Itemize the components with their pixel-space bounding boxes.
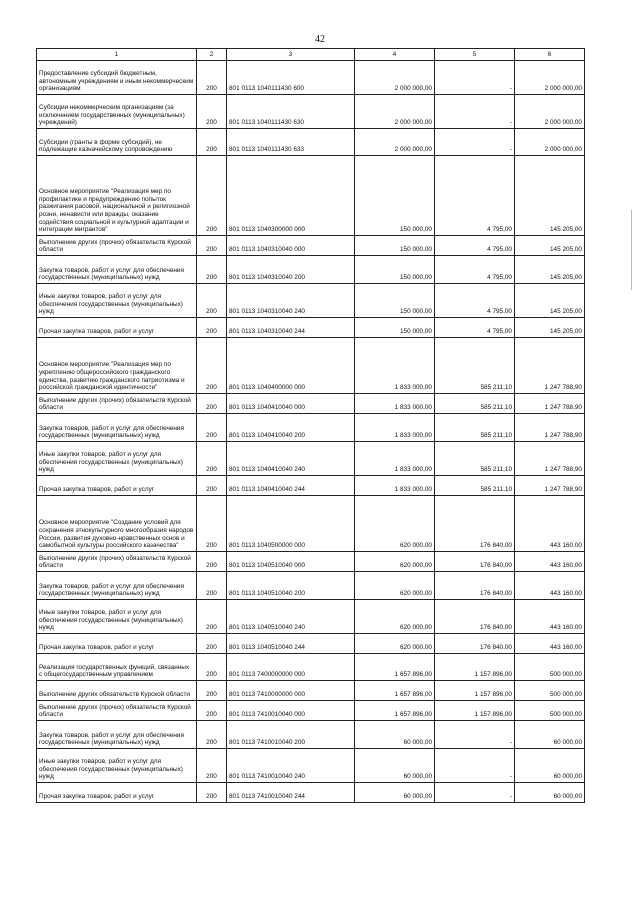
classification-code: 801 0113 7400000000 000 bbox=[227, 654, 355, 681]
column-4-value: 1 833 000,00 bbox=[355, 338, 435, 394]
column-6-value: 145 205,00 bbox=[515, 318, 585, 338]
classification-code: 801 0113 7410010040 240 bbox=[227, 749, 355, 783]
column-6-value: 500 000,00 bbox=[515, 681, 585, 701]
column-header-2: 2 bbox=[197, 49, 227, 61]
column-2-value: 200 bbox=[197, 256, 227, 284]
column-2-value: 200 bbox=[197, 61, 227, 95]
budget-table bbox=[36, 48, 585, 803]
header-row bbox=[37, 49, 585, 61]
column-6-value: 443 160,00 bbox=[515, 496, 585, 552]
column-2-value: 200 bbox=[197, 634, 227, 654]
classification-code: 801 0113 1040410040 000 bbox=[227, 394, 355, 414]
item-name: Субсидии некоммерческим организациям (за исключением государственных (муниципальных) учреждений) bbox=[37, 95, 197, 129]
table-row bbox=[37, 414, 585, 442]
classification-code: 801 0113 1040400000 000 bbox=[227, 338, 355, 394]
column-6-value: 1 247 788,90 bbox=[515, 476, 585, 496]
column-2-value: 200 bbox=[197, 414, 227, 442]
classification-code: 801 0113 1040500000 000 bbox=[227, 496, 355, 552]
column-4-value: 2 000 000,00 bbox=[355, 129, 435, 156]
column-6-value: 443 160,00 bbox=[515, 552, 585, 572]
column-5-value: - bbox=[435, 749, 515, 783]
column-5-value: 585 211,10 bbox=[435, 394, 515, 414]
column-header-1: 1 bbox=[37, 49, 197, 61]
column-4-value: 2 000 000,00 bbox=[355, 61, 435, 95]
column-4-value: 150 000,00 bbox=[355, 284, 435, 318]
item-name: Выполнение других (прочих) обязательств Курской области bbox=[37, 236, 197, 256]
column-2-value: 200 bbox=[197, 749, 227, 783]
column-2-value: 200 bbox=[197, 552, 227, 572]
column-4-value: 1 833 000,00 bbox=[355, 476, 435, 496]
column-2-value: 200 bbox=[197, 95, 227, 129]
column-4-value: 1 657 896,00 bbox=[355, 701, 435, 721]
table-row bbox=[37, 129, 585, 156]
column-5-value: 1 157 896,00 bbox=[435, 701, 515, 721]
item-name: Прочая закупка товаров, работ и услуг bbox=[37, 634, 197, 654]
column-header-6: 6 bbox=[515, 49, 585, 61]
item-name: Закупка товаров, работ и услуг для обеспечения государственных (муниципальных) нужд bbox=[37, 414, 197, 442]
item-name: Выполнение других обязательств Курской области bbox=[37, 681, 197, 701]
classification-code: 801 0113 1040111430 633 bbox=[227, 129, 355, 156]
column-5-value: 4 795,00 bbox=[435, 284, 515, 318]
item-name: Закупка товаров, работ и услуг для обеспечения государственных (муниципальных) нужд bbox=[37, 721, 197, 749]
scan-edge-mark bbox=[631, 210, 632, 290]
column-6-value: 443 160,00 bbox=[515, 600, 585, 634]
table-row bbox=[37, 749, 585, 783]
column-6-value: 1 247 788,90 bbox=[515, 394, 585, 414]
column-6-value: 500 000,00 bbox=[515, 701, 585, 721]
column-4-value: 1 657 896,00 bbox=[355, 681, 435, 701]
table-row bbox=[37, 61, 585, 95]
column-6-value: 1 247 788,90 bbox=[515, 442, 585, 476]
item-name: Закупка товаров, работ и услуг для обеспечения государственных (муниципальных) нужд bbox=[37, 256, 197, 284]
column-6-value: 60 000,00 bbox=[515, 783, 585, 803]
classification-code: 801 0113 1040510040 240 bbox=[227, 600, 355, 634]
column-6-value: 1 247 788,90 bbox=[515, 338, 585, 394]
item-name: Закупка товаров, работ и услуг для обеспечения государственных (муниципальных) нужд bbox=[37, 572, 197, 600]
column-2-value: 200 bbox=[197, 496, 227, 552]
column-5-value: 1 157 896,00 bbox=[435, 681, 515, 701]
page-number: 42 bbox=[315, 34, 325, 45]
column-6-value: 145 205,00 bbox=[515, 156, 585, 236]
column-2-value: 200 bbox=[197, 394, 227, 414]
column-header-4: 4 bbox=[355, 49, 435, 61]
column-5-value: 585 211,10 bbox=[435, 338, 515, 394]
column-6-value: 145 205,00 bbox=[515, 236, 585, 256]
column-2-value: 200 bbox=[197, 284, 227, 318]
column-5-value: 4 795,00 bbox=[435, 318, 515, 338]
column-6-value: 2 000 000,00 bbox=[515, 95, 585, 129]
column-2-value: 200 bbox=[197, 600, 227, 634]
table-row bbox=[37, 783, 585, 803]
table-row bbox=[37, 721, 585, 749]
column-2-value: 200 bbox=[197, 156, 227, 236]
column-4-value: 1 833 000,00 bbox=[355, 414, 435, 442]
column-6-value: 443 160,00 bbox=[515, 572, 585, 600]
table-row bbox=[37, 442, 585, 476]
column-6-value: 145 205,00 bbox=[515, 284, 585, 318]
table-row bbox=[37, 394, 585, 414]
item-name: Основное мероприятие "Реализация мер по укреплению общероссийского гражданского единства, развитию гражданского патриотизма и российской гражданской идентичности" bbox=[37, 338, 197, 394]
column-6-value: 443 160,00 bbox=[515, 634, 585, 654]
column-2-value: 200 bbox=[197, 701, 227, 721]
column-4-value: 150 000,00 bbox=[355, 156, 435, 236]
classification-code: 801 0113 1040111430 630 bbox=[227, 95, 355, 129]
column-5-value: 1 157 896,00 bbox=[435, 654, 515, 681]
item-name: Основное мероприятие "Реализация мер по профилактике и предупреждению попыток разжигания расовой, национальной и религиозной розни, ненависти или вражды, оказание содействия социальной и культурной адаптации и интеграции мигрантов" bbox=[37, 156, 197, 236]
column-5-value: 176 840,00 bbox=[435, 572, 515, 600]
column-4-value: 60 000,00 bbox=[355, 749, 435, 783]
column-4-value: 60 000,00 bbox=[355, 721, 435, 749]
column-5-value: 4 795,00 bbox=[435, 156, 515, 236]
item-name: Субсидии (гранты в форме субсидий), не подлежащие казначейскому сопровождению bbox=[37, 129, 197, 156]
classification-code: 801 0113 1040310040 200 bbox=[227, 256, 355, 284]
table-row bbox=[37, 634, 585, 654]
column-2-value: 200 bbox=[197, 318, 227, 338]
classification-code: 801 0113 1040510040 244 bbox=[227, 634, 355, 654]
table-row bbox=[37, 284, 585, 318]
classification-code: 801 0113 7410010040 244 bbox=[227, 783, 355, 803]
column-5-value: 585 211,10 bbox=[435, 442, 515, 476]
column-5-value: 176 840,00 bbox=[435, 600, 515, 634]
column-5-value: 176 840,00 bbox=[435, 496, 515, 552]
table-row bbox=[37, 476, 585, 496]
item-name: Реализация государственных функций, связанных с общегосударственным управлением bbox=[37, 654, 197, 681]
column-5-value: 585 211,10 bbox=[435, 476, 515, 496]
column-2-value: 200 bbox=[197, 783, 227, 803]
column-4-value: 620 000,00 bbox=[355, 552, 435, 572]
column-4-value: 620 000,00 bbox=[355, 634, 435, 654]
table-row bbox=[37, 701, 585, 721]
column-5-value: - bbox=[435, 95, 515, 129]
table-row bbox=[37, 256, 585, 284]
classification-code: 801 0113 7410010040 200 bbox=[227, 721, 355, 749]
table-row bbox=[37, 600, 585, 634]
column-5-value: - bbox=[435, 783, 515, 803]
column-6-value: 60 000,00 bbox=[515, 749, 585, 783]
column-6-value: 145 205,00 bbox=[515, 256, 585, 284]
classification-code: 801 0113 1040510040 000 bbox=[227, 552, 355, 572]
column-4-value: 150 000,00 bbox=[355, 318, 435, 338]
column-5-value: 4 795,00 bbox=[435, 236, 515, 256]
column-5-value: 176 840,00 bbox=[435, 552, 515, 572]
classification-code: 801 0113 1040410040 200 bbox=[227, 414, 355, 442]
column-4-value: 150 000,00 bbox=[355, 256, 435, 284]
table-row bbox=[37, 681, 585, 701]
column-4-value: 60 000,00 bbox=[355, 783, 435, 803]
table-row bbox=[37, 156, 585, 236]
column-2-value: 200 bbox=[197, 654, 227, 681]
column-4-value: 2 000 000,00 bbox=[355, 95, 435, 129]
table-body bbox=[37, 61, 585, 803]
item-name: Иные закупки товаров, работ и услуг для обеспечения государственных (муниципальных) нужд bbox=[37, 600, 197, 634]
classification-code: 801 0113 1040410040 244 bbox=[227, 476, 355, 496]
classification-code: 801 0113 1040111430 600 bbox=[227, 61, 355, 95]
item-name: Иные закупки товаров, работ и услуг для обеспечения государственных (муниципальных) нужд bbox=[37, 284, 197, 318]
classification-code: 801 0113 7410010040 000 bbox=[227, 701, 355, 721]
item-name: Предоставление субсидий бюджетным, автономным учреждениям и иным некоммерческим организациям bbox=[37, 61, 197, 95]
column-5-value: 176 840,00 bbox=[435, 634, 515, 654]
column-4-value: 1 833 000,00 bbox=[355, 442, 435, 476]
classification-code: 801 0113 1040300000 000 bbox=[227, 156, 355, 236]
classification-code: 801 0113 1040510040 200 bbox=[227, 572, 355, 600]
column-6-value: 1 247 788,90 bbox=[515, 414, 585, 442]
column-2-value: 200 bbox=[197, 681, 227, 701]
classification-code: 801 0113 7410000000 000 bbox=[227, 681, 355, 701]
classification-code: 801 0113 1040310040 000 bbox=[227, 236, 355, 256]
column-2-value: 200 bbox=[197, 129, 227, 156]
column-2-value: 200 bbox=[197, 572, 227, 600]
table-row bbox=[37, 318, 585, 338]
column-4-value: 620 000,00 bbox=[355, 600, 435, 634]
item-name: Выполнение других (прочих) обязательств Курской области bbox=[37, 394, 197, 414]
column-5-value: - bbox=[435, 721, 515, 749]
table-row bbox=[37, 496, 585, 552]
table-row bbox=[37, 338, 585, 394]
column-5-value: 4 795,00 bbox=[435, 256, 515, 284]
item-name: Иные закупки товаров, работ и услуг для обеспечения государственных (муниципальных) нужд bbox=[37, 442, 197, 476]
column-6-value: 60 000,00 bbox=[515, 721, 585, 749]
item-name: Основное мероприятие "Создание условий для сохранения этнокультурного многообразия народов России, развития духовно-нравственных основ и самобытной культуры российского казачества" bbox=[37, 496, 197, 552]
item-name: Прочая закупка товаров, работ и услуг bbox=[37, 318, 197, 338]
item-name: Выполнение других (прочих) обязательств Курской области bbox=[37, 701, 197, 721]
column-2-value: 200 bbox=[197, 236, 227, 256]
column-6-value: 2 000 000,00 bbox=[515, 61, 585, 95]
column-4-value: 1 657 896,00 bbox=[355, 654, 435, 681]
column-6-value: 500 000,00 bbox=[515, 654, 585, 681]
item-name: Иные закупки товаров, работ и услуг для обеспечения государственных (муниципальных) нужд bbox=[37, 749, 197, 783]
column-4-value: 150 000,00 bbox=[355, 236, 435, 256]
column-4-value: 1 833 000,00 bbox=[355, 394, 435, 414]
table-row bbox=[37, 654, 585, 681]
column-header-5: 5 bbox=[435, 49, 515, 61]
classification-code: 801 0113 1040310040 244 bbox=[227, 318, 355, 338]
column-6-value: 2 000 000,00 bbox=[515, 129, 585, 156]
column-header-3: 3 bbox=[227, 49, 355, 61]
item-name: Выполнение других (прочих) обязательств Курской области bbox=[37, 552, 197, 572]
column-5-value: - bbox=[435, 129, 515, 156]
classification-code: 801 0113 1040410040 240 bbox=[227, 442, 355, 476]
column-5-value: - bbox=[435, 61, 515, 95]
column-2-value: 200 bbox=[197, 476, 227, 496]
table-row bbox=[37, 572, 585, 600]
table-row bbox=[37, 236, 585, 256]
classification-code: 801 0113 1040310040 240 bbox=[227, 284, 355, 318]
item-name: Прочая закупка товаров, работ и услуг bbox=[37, 476, 197, 496]
column-5-value: 585 211,10 bbox=[435, 414, 515, 442]
table-row bbox=[37, 95, 585, 129]
table-row bbox=[37, 552, 585, 572]
column-2-value: 200 bbox=[197, 721, 227, 749]
column-4-value: 620 000,00 bbox=[355, 496, 435, 552]
column-2-value: 200 bbox=[197, 338, 227, 394]
column-2-value: 200 bbox=[197, 442, 227, 476]
column-4-value: 620 000,00 bbox=[355, 572, 435, 600]
item-name: Прочая закупка товаров, работ и услуг bbox=[37, 783, 197, 803]
